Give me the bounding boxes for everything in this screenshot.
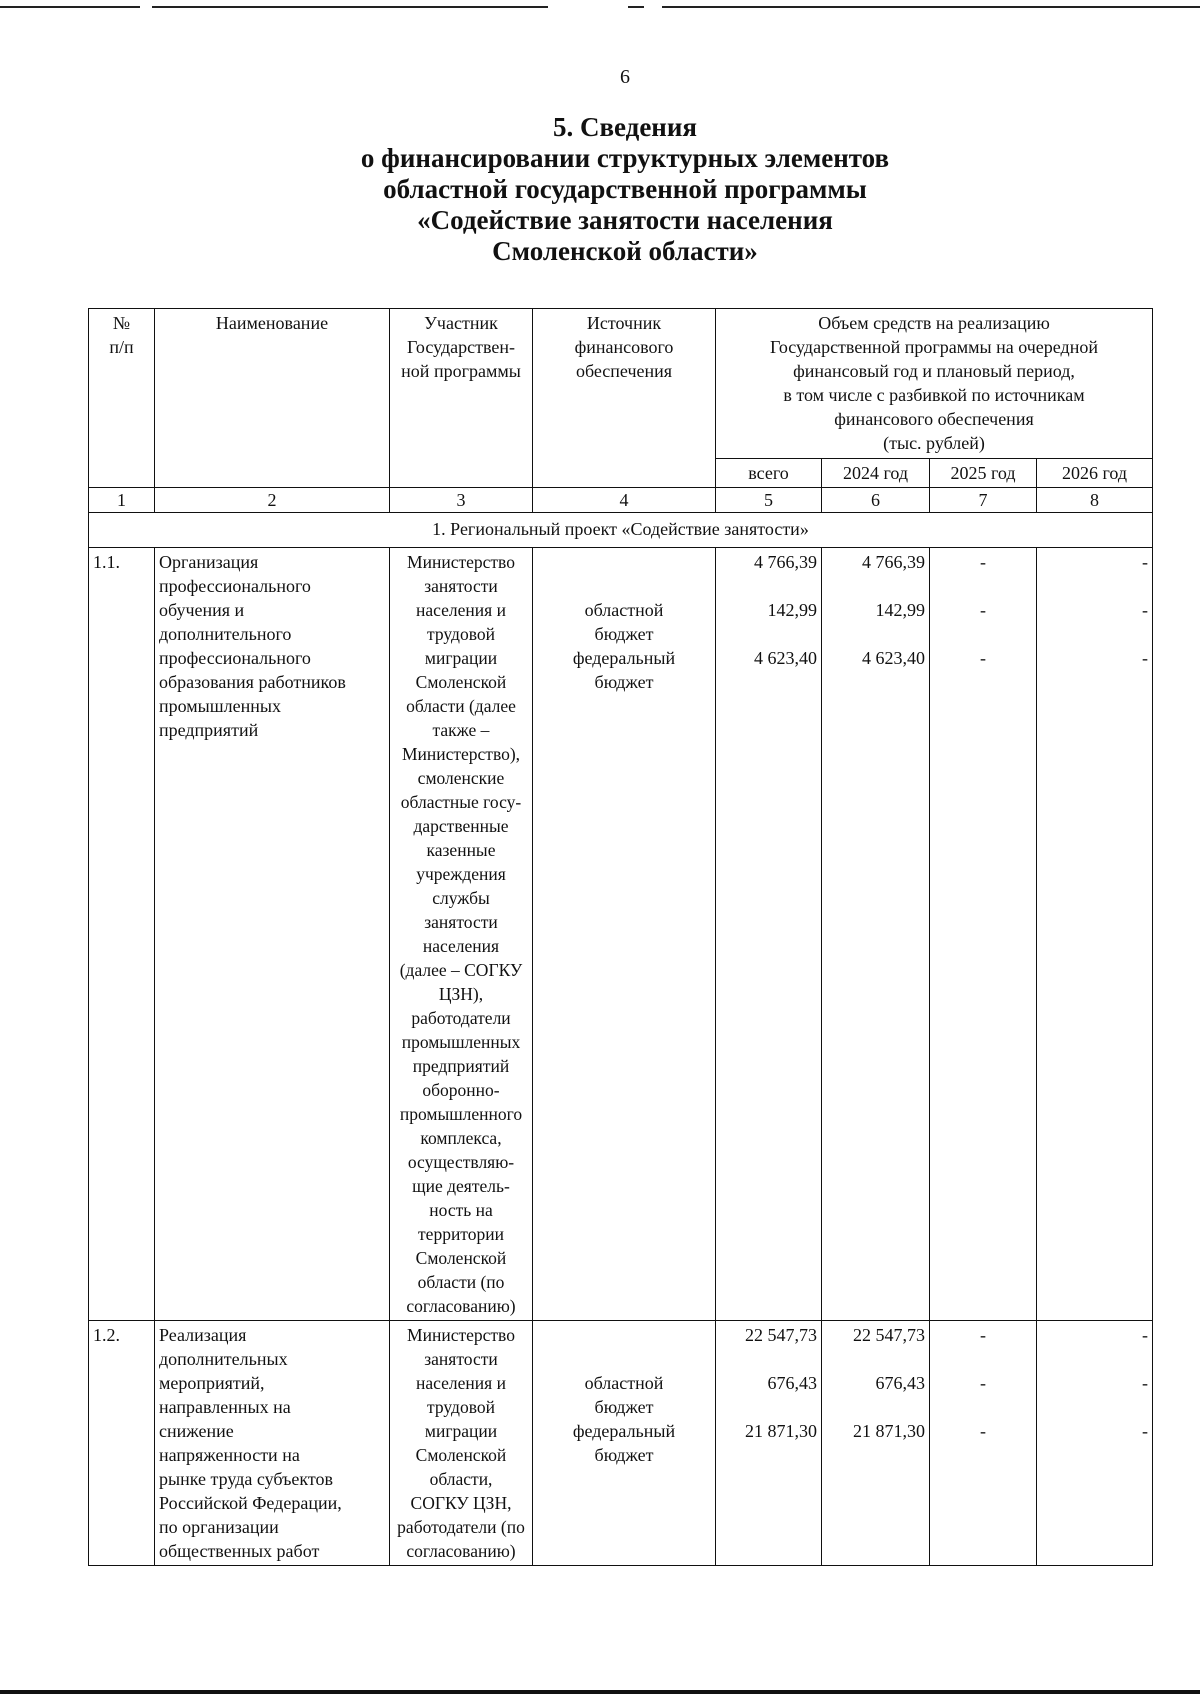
title-line: о финансировании структурных элементов [360,143,890,173]
row-source [533,548,716,1321]
regional-value: - [1142,1373,1148,1393]
table-row [89,548,1153,1321]
row-total [716,548,822,1321]
document-title [0,112,1200,267]
column-number: 8 [1037,488,1153,513]
financing-table [88,308,1153,1566]
page-number: 6 [620,66,630,88]
header-participant: Участник Государствен- ной программы [390,309,533,488]
column-number: 5 [716,488,822,513]
header-2024: 2024 год [822,459,930,488]
federal-value: 4 623,40 [754,648,817,668]
column-number: 4 [533,488,716,513]
source-federal: федеральный бюджет [572,1421,676,1465]
row-participant: Министерство занятости населения и трудовой миграции Смоленской области, СОГКУ ЦЗН, работодатели (по согласованию) [390,1321,533,1566]
row-name: Организация профессионального обучения и дополнительного профессионального образования работников промышленных предприятий [155,548,390,1321]
regional-value: - [980,600,986,620]
header-2025: 2025 год [930,459,1037,488]
total-value: - [1142,552,1148,572]
total-value: 4 766,39 [862,552,925,572]
title-line: «Содействие занятости населения [417,205,833,235]
source-regional: областной бюджет [584,1373,664,1417]
federal-value: - [1142,1421,1148,1441]
header-volume: Объем средств на реализацию Государственной программы на очередной финансовый год и плановый период, в том числе с разбивкой по источникам финансового обеспечения (тыс. рублей) [716,309,1153,459]
row-total [716,1321,822,1566]
federal-value: 21 871,30 [745,1421,817,1441]
header-num: № п/п [89,309,155,488]
title-line: Смоленской области» [492,236,758,266]
title-line: 5. Сведения [552,112,698,142]
regional-value: 142,99 [767,600,817,620]
regional-value: - [980,1373,986,1393]
header-name: Наименование [155,309,390,488]
title-line: областной государственной программы [383,174,867,204]
total-value: 22 547,73 [745,1325,817,1345]
row-2025 [930,548,1037,1321]
section-title: 1. Региональный проект «Содействие занятости» [89,513,1153,548]
column-number: 2 [155,488,390,513]
total-value: 22 547,73 [853,1325,925,1345]
federal-value: - [980,1421,986,1441]
header-2026: 2026 год [1037,459,1153,488]
source-regional: областной бюджет [584,600,664,644]
column-number: 7 [930,488,1037,513]
total-value: - [980,552,986,572]
header-source: Источник финансового обеспечения [533,309,716,488]
row-source [533,1321,716,1566]
section-row [89,513,1153,548]
federal-value: 4 623,40 [862,648,925,668]
column-number-row [89,488,1153,513]
total-value: 4 766,39 [754,552,817,572]
total-value: - [980,1325,986,1345]
total-value: - [1142,1325,1148,1345]
row-name: Реализация дополнительных мероприятий, направленных на снижение напряженности на рынке труда субъектов Российской Федерации, по организации общественных работ [155,1321,390,1566]
row-number: 1.1. [89,548,155,1321]
row-2026 [1037,548,1153,1321]
federal-value: - [980,648,986,668]
row-2024 [822,1321,930,1566]
row-2026 [1037,1321,1153,1566]
header-row [89,309,1153,459]
row-participant: Министерство занятости населения и трудовой миграции Смоленской области (далее также – Министерство), смоленские областные госу- дарственные казенные учреждения службы занятости населения (далее – СОГКУ ЦЗН), работодатели промышленных предприятий оборонно- промышленного комплекса, осуществляю- щие деятель- ность на территории Смоленской области (по согласованию) [390,548,533,1321]
regional-value: 142,99 [875,600,925,620]
row-2024 [822,548,930,1321]
source-federal: федеральный бюджет [572,648,676,692]
federal-value: 21 871,30 [853,1421,925,1441]
regional-value: 676,43 [767,1373,817,1393]
federal-value: - [1142,648,1148,668]
regional-value: 676,43 [875,1373,925,1393]
table-row [89,1321,1153,1566]
bottom-border-line [0,1690,1200,1694]
header-total: всего [716,459,822,488]
regional-value: - [1142,600,1148,620]
column-number: 1 [89,488,155,513]
column-number: 6 [822,488,930,513]
row-2025 [930,1321,1037,1566]
row-number: 1.2. [89,1321,155,1566]
column-number: 3 [390,488,533,513]
